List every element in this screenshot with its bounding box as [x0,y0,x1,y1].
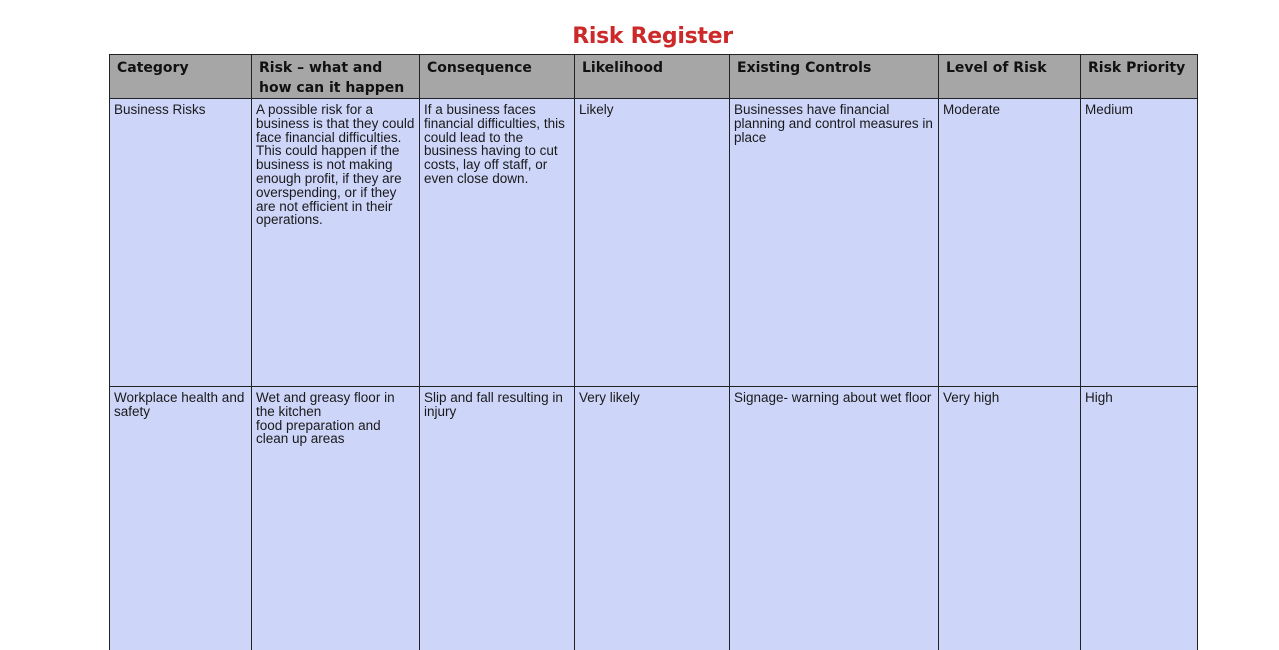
cell-consequence: Slip and fall resulting in injury [420,387,575,650]
cell-existing-controls: Businesses have financial planning and control measures in place [730,99,939,387]
cell-risk: A possible risk for a business is that they could face financial difficulties. This could happen if the business is not making enough profit, if they are overspending, or if they are not efficient in their operations. [252,99,420,387]
header-risk-priority: Risk Priority [1081,55,1198,99]
header-row [110,55,1198,99]
table-row [110,387,1198,650]
cell-likelihood: Very likely [575,387,730,650]
header-consequence: Consequence [420,55,575,99]
cell-category: Business Risks [110,99,252,387]
cell-risk: Wet and greasy floor in the kitchen food preparation and clean up areas [252,387,420,650]
cell-level-of-risk: Very high [939,387,1081,650]
table-row [110,99,1198,387]
header-category: Category [110,55,252,99]
cell-category: Workplace health and safety [110,387,252,650]
risk-register-table [109,54,1198,650]
cell-likelihood: Likely [575,99,730,387]
header-likelihood: Likelihood [575,55,730,99]
cell-consequence: If a business faces financial difficulties, this could lead to the business having to cut costs, lay off staff, or even close down. [420,99,575,387]
cell-risk-priority: Medium [1081,99,1198,387]
cell-risk-priority: High [1081,387,1198,650]
cell-level-of-risk: Moderate [939,99,1081,387]
cell-existing-controls: Signage- warning about wet floor [730,387,939,650]
header-existing-controls: Existing Controls [730,55,939,99]
header-risk: Risk – what and how can it happen [252,55,420,99]
header-level-of-risk: Level of Risk [939,55,1081,99]
page-title: Risk Register [572,24,733,49]
